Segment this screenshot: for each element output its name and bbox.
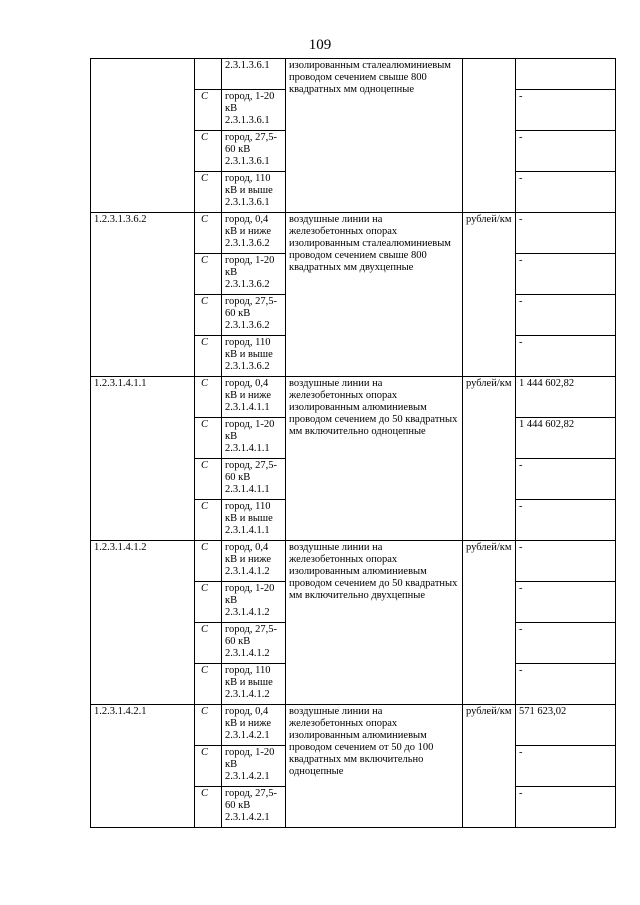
symbol-cell: С — [195, 500, 222, 541]
code-cell: 1.2.3.1.3.6.2 — [91, 213, 195, 377]
unit-cell: рублей/км — [463, 541, 516, 705]
description-cell: воздушные линии на железобетонных опорах изолированным алюминиевым проводом сечением от 50 до 100 квадратных мм включительно одноцепные — [286, 705, 463, 828]
symbol-cell: С — [195, 664, 222, 705]
value-cell: - — [516, 746, 616, 787]
voltage-level-cell: город, 0,4 кВ и ниже 2.3.1.3.6.2 — [222, 213, 286, 254]
voltage-level-cell: город, 110 кВ и выше 2.3.1.4.1.2 — [222, 664, 286, 705]
value-cell: - — [516, 213, 616, 254]
voltage-level-cell: город, 1-20 кВ 2.3.1.3.6.2 — [222, 254, 286, 295]
value-cell: - — [516, 254, 616, 295]
description-cell: изолированным сталеалюминиевым проводом сечением свыше 800 квадратных мм одноцепные — [286, 59, 463, 213]
description-cell: воздушные линии на железобетонных опорах изолированным алюминиевым проводом сечением до 50 квадратных мм включительно двухцепные — [286, 541, 463, 705]
table-row — [91, 541, 616, 582]
voltage-level-cell: город, 1-20 кВ 2.3.1.4.1.1 — [222, 418, 286, 459]
voltage-level-cell: город, 27,5-60 кВ 2.3.1.3.6.1 — [222, 131, 286, 172]
value-cell — [516, 59, 616, 90]
voltage-level-cell: город, 0,4 кВ и ниже 2.3.1.4.1.1 — [222, 377, 286, 418]
voltage-level-cell: город, 27,5-60 кВ 2.3.1.3.6.2 — [222, 295, 286, 336]
tariff-table — [90, 58, 616, 828]
voltage-level-cell: 2.3.1.3.6.1 — [222, 59, 286, 90]
value-cell: 1 444 602,82 — [516, 377, 616, 418]
description-cell: воздушные линии на железобетонных опорах изолированным сталеалюминиевым проводом сечением свыше 800 квадратных мм двухцепные — [286, 213, 463, 377]
unit-cell: рублей/км — [463, 377, 516, 541]
symbol-cell: С — [195, 131, 222, 172]
table-row — [91, 705, 616, 746]
symbol-cell: С — [195, 172, 222, 213]
voltage-level-cell: город, 110 кВ и выше 2.3.1.3.6.2 — [222, 336, 286, 377]
symbol-cell: С — [195, 254, 222, 295]
value-cell: - — [516, 295, 616, 336]
symbol-cell: С — [195, 336, 222, 377]
symbol-cell: С — [195, 541, 222, 582]
voltage-level-cell: город, 0,4 кВ и ниже 2.3.1.4.1.2 — [222, 541, 286, 582]
code-cell: 1.2.3.1.4.1.1 — [91, 377, 195, 541]
voltage-level-cell: город, 110 кВ и выше 2.3.1.3.6.1 — [222, 172, 286, 213]
symbol-cell: С — [195, 623, 222, 664]
symbol-cell: С — [195, 459, 222, 500]
value-cell: - — [516, 787, 616, 828]
unit-cell: рублей/км — [463, 213, 516, 377]
value-cell: - — [516, 623, 616, 664]
unit-cell: рублей/км — [463, 705, 516, 828]
voltage-level-cell: город, 1-20 кВ 2.3.1.3.6.1 — [222, 90, 286, 131]
description-cell: воздушные линии на железобетонных опорах изолированным алюминиевым проводом сечением до 50 квадратных мм включительно одноцепные — [286, 377, 463, 541]
value-cell: - — [516, 131, 616, 172]
symbol-cell: С — [195, 418, 222, 459]
voltage-level-cell: город, 27,5-60 кВ 2.3.1.4.2.1 — [222, 787, 286, 828]
code-cell: 1.2.3.1.4.1.2 — [91, 541, 195, 705]
table-row — [91, 377, 616, 418]
symbol-cell: С — [195, 377, 222, 418]
voltage-level-cell: город, 27,5-60 кВ 2.3.1.4.1.2 — [222, 623, 286, 664]
voltage-level-cell: город, 0,4 кВ и ниже 2.3.1.4.2.1 — [222, 705, 286, 746]
value-cell: - — [516, 541, 616, 582]
voltage-level-cell: город, 1-20 кВ 2.3.1.4.1.2 — [222, 582, 286, 623]
value-cell: 1 444 602,82 — [516, 418, 616, 459]
unit-cell — [463, 59, 516, 213]
symbol-cell: С — [195, 213, 222, 254]
symbol-cell: С — [195, 582, 222, 623]
code-cell — [91, 59, 195, 213]
symbol-cell: С — [195, 746, 222, 787]
symbol-cell: С — [195, 705, 222, 746]
value-cell: - — [516, 172, 616, 213]
value-cell: - — [516, 582, 616, 623]
voltage-level-cell: город, 110 кВ и выше 2.3.1.4.1.1 — [222, 500, 286, 541]
table-row — [91, 59, 616, 90]
symbol-cell — [195, 59, 222, 90]
value-cell: - — [516, 500, 616, 541]
code-cell: 1.2.3.1.4.2.1 — [91, 705, 195, 828]
value-cell: - — [516, 459, 616, 500]
voltage-level-cell: город, 27,5-60 кВ 2.3.1.4.1.1 — [222, 459, 286, 500]
value-cell: - — [516, 90, 616, 131]
symbol-cell: С — [195, 295, 222, 336]
symbol-cell: С — [195, 787, 222, 828]
table-row — [91, 213, 616, 254]
page-number: 109 — [308, 37, 332, 53]
symbol-cell: С — [195, 90, 222, 131]
voltage-level-cell: город, 1-20 кВ 2.3.1.4.2.1 — [222, 746, 286, 787]
value-cell: - — [516, 336, 616, 377]
value-cell: 571 623,02 — [516, 705, 616, 746]
value-cell: - — [516, 664, 616, 705]
